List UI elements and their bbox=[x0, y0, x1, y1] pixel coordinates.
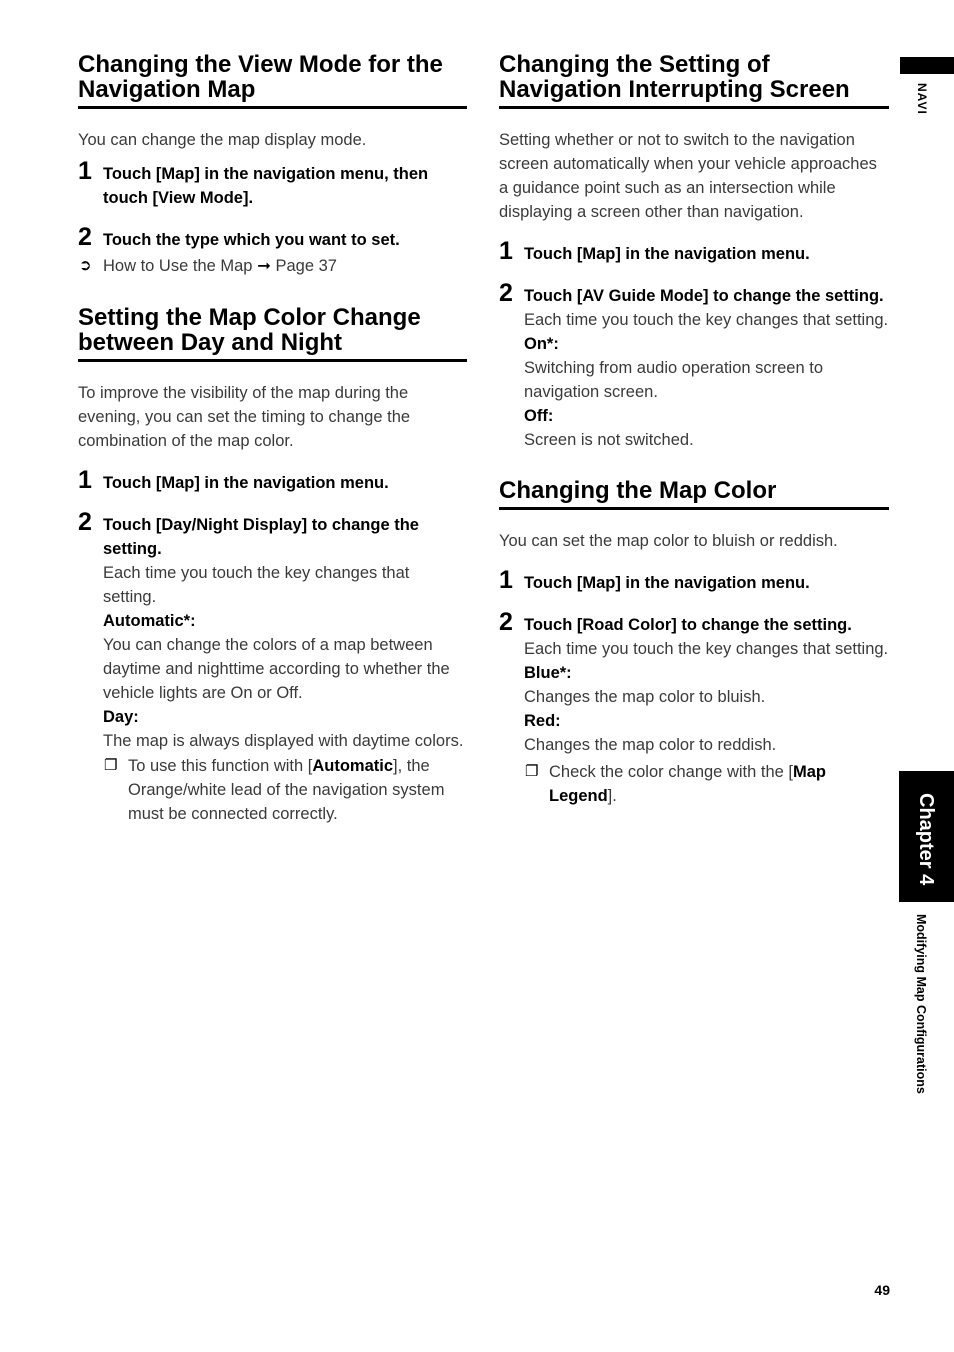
step-text: Touch [Road Color] to change the setting. bbox=[524, 616, 852, 634]
step-text: Touch [Map] in the navigation menu. bbox=[524, 245, 810, 263]
option-label: Automatic*: bbox=[103, 612, 196, 630]
option-description: You can change the colors of a map between daytime and nighttime according to whether the vehicle lights are On or Off. bbox=[103, 636, 450, 702]
page-number: 49 bbox=[874, 1282, 890, 1298]
interrupt-section bbox=[499, 52, 889, 452]
section-intro: You can change the map display mode. bbox=[78, 131, 367, 149]
step-description: Each time you touch the key changes that setting. bbox=[524, 311, 889, 329]
option-label: Red: bbox=[524, 712, 561, 730]
step-text: Touch the type which you want to set. bbox=[103, 231, 400, 249]
step-description: Each time you touch the key changes that setting. bbox=[524, 640, 889, 658]
option-label: Day: bbox=[103, 708, 139, 726]
step-2 bbox=[499, 608, 889, 757]
step-number: 1 bbox=[499, 237, 513, 265]
option-description: Changes the map color to bluish. bbox=[524, 688, 766, 706]
step-number: 1 bbox=[499, 566, 513, 594]
chapter-heading: Modifying Map Configurations bbox=[914, 914, 928, 1094]
option-label: On*: bbox=[524, 335, 559, 353]
checkbox-icon: ❐ bbox=[525, 763, 539, 780]
page-reference bbox=[78, 254, 467, 278]
section-intro: To improve the visibility of the map during the evening, you can set the timing to change the combination of the map color. bbox=[78, 384, 411, 450]
step-text: Touch [Day/Night Display] to change the setting. bbox=[103, 516, 419, 558]
step-2 bbox=[499, 279, 889, 452]
view-mode-section bbox=[78, 52, 467, 278]
note-bold-text: Automatic bbox=[312, 757, 394, 775]
section-intro: Setting whether or not to switch to the navigation screen automatically when your vehicle approaches a guidance point such as an intersection while displaying a screen other than navigation. bbox=[499, 131, 877, 221]
reference-text: How to Use the Map bbox=[103, 257, 253, 275]
checkbox-icon: ❐ bbox=[104, 757, 118, 774]
step-number: 2 bbox=[499, 279, 513, 307]
reference-arrow-icon: ➲ bbox=[79, 257, 92, 274]
note bbox=[524, 760, 889, 808]
section-title: Changing the Map Color bbox=[499, 478, 889, 510]
step-1 bbox=[78, 466, 467, 495]
reference-page: Page 37 bbox=[275, 257, 337, 275]
step-text: Touch [Map] in the navigation menu, then touch [View Mode]. bbox=[103, 165, 429, 207]
note bbox=[103, 754, 467, 826]
option-description: Switching from audio operation screen to navigation screen. bbox=[524, 359, 823, 401]
right-column bbox=[499, 52, 889, 808]
section-title: Changing the Setting of Navigation Interrupting Screen bbox=[499, 52, 889, 109]
navi-tab-bar bbox=[900, 57, 954, 74]
step-2 bbox=[78, 223, 467, 252]
option-label: Blue*: bbox=[524, 664, 572, 682]
step-2 bbox=[78, 508, 467, 753]
chapter-label: Chapter 4 bbox=[915, 792, 937, 886]
step-text: Touch [AV Guide Mode] to change the setting. bbox=[524, 287, 884, 305]
step-1 bbox=[499, 237, 889, 266]
left-column bbox=[78, 52, 467, 826]
step-number: 2 bbox=[499, 608, 513, 636]
navi-label: NAVI bbox=[915, 83, 929, 115]
note-text-after: ], the Orange/white lead of the navigation system must be connected correctly. bbox=[128, 757, 445, 823]
option-description: The map is always displayed with daytime colors. bbox=[103, 732, 464, 750]
step-1 bbox=[78, 157, 467, 210]
day-night-section bbox=[78, 305, 467, 826]
option-description: Changes the map color to reddish. bbox=[524, 736, 777, 754]
step-text: Touch [Map] in the navigation menu. bbox=[103, 474, 389, 492]
step-number: 1 bbox=[78, 157, 92, 185]
note-text: Check the color change with the [ bbox=[549, 763, 793, 781]
right-arrow-icon: ➞ bbox=[257, 257, 271, 275]
section-title: Changing the View Mode for the Navigation Map bbox=[78, 52, 467, 109]
step-text: Touch [Map] in the navigation menu. bbox=[524, 574, 810, 592]
note-bold-text: Map Legend bbox=[549, 763, 826, 805]
step-number: 1 bbox=[78, 466, 92, 494]
note-text: To use this function with [ bbox=[128, 757, 313, 775]
step-number: 2 bbox=[78, 508, 92, 536]
option-description: Screen is not switched. bbox=[524, 431, 694, 449]
section-intro: You can set the map color to bluish or reddish. bbox=[499, 532, 838, 550]
step-number: 2 bbox=[78, 223, 92, 251]
step-description: Each time you touch the key changes that setting. bbox=[103, 564, 410, 606]
step-1 bbox=[499, 566, 889, 595]
option-label: Off: bbox=[524, 407, 554, 425]
note-text-after: ]. bbox=[607, 787, 617, 805]
section-title: Setting the Map Color Change between Day and Night bbox=[78, 305, 467, 362]
map-color-section bbox=[499, 478, 889, 808]
